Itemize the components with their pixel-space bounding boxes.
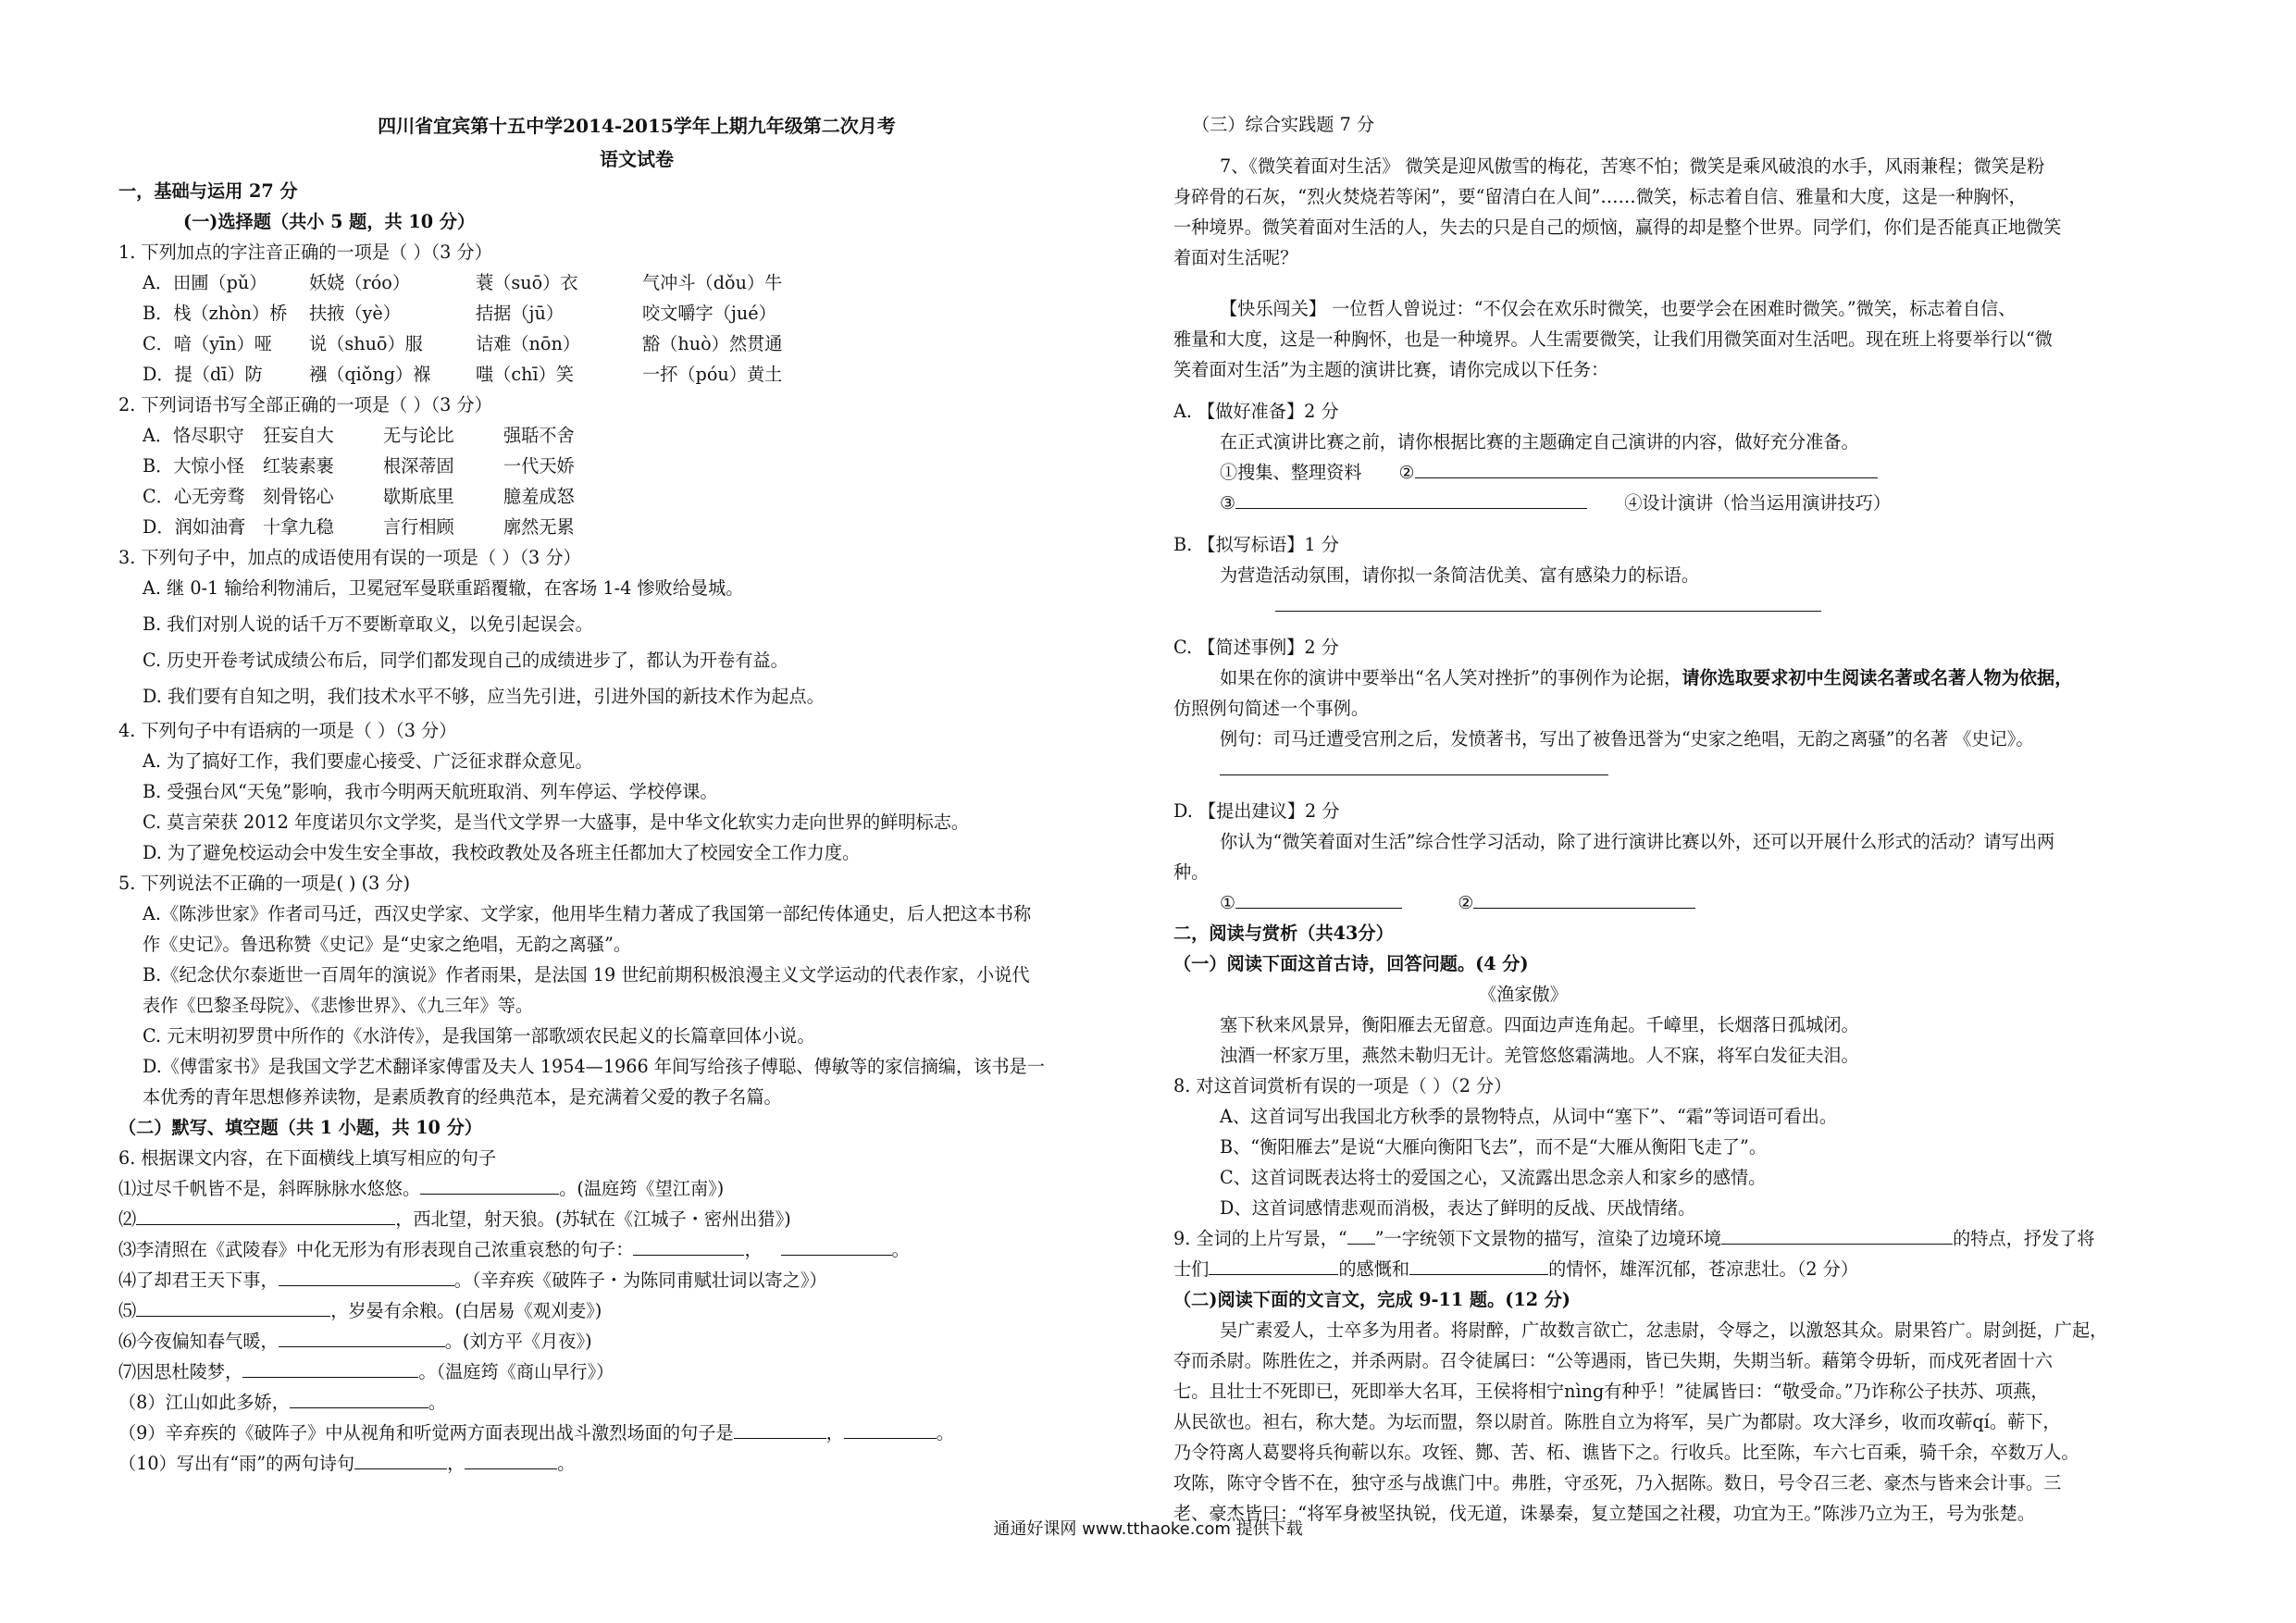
q2-option-row: B．大惊小怪 红装素裹 根深蒂固 一代天娇 bbox=[143, 455, 575, 477]
q6-item-9: （9）辛弃疾的《破阵子》中从视角和听觉两方面表现出战斗激烈场面的句子是 ， 。 bbox=[118, 1418, 1148, 1448]
exam-subtitle: 语文试卷 bbox=[600, 148, 674, 170]
q4-option: B. 受强台风“天兔”影响，我市今明两天航班取消、列车停运、学校停课。 bbox=[143, 781, 718, 802]
q5-line: C. 元末明初罗贯中所作的《水浒传》，是我国第一部歌颂农民起义的长篇章回体小说。 bbox=[143, 1025, 815, 1047]
exam-title: 四川省宜宾第十五中学2014-2015学年上期九年级第二次月考 bbox=[378, 115, 896, 137]
question-9: 9. 全词的上片写景，“ ”一字统领下文景物的描写，渲染了边境环境 的特点，抒发了将 bbox=[1173, 1223, 2203, 1254]
question-6: 6. 根据课文内容，在下面横线上填写相应的句子 bbox=[118, 1147, 497, 1169]
answer-blank[interactable] bbox=[465, 1448, 557, 1469]
classical-text-line: 攻陈，陈守令皆不在，独守丞与战谯门中。弗胜，守丞死，乃入据陈。数日，号令召三老、豪杰与皆来会计事。三 bbox=[1173, 1472, 2062, 1493]
right-column bbox=[1173, 109, 2203, 1529]
q6-item-8: （8）江山如此多娇， 。 bbox=[118, 1387, 1148, 1418]
answer-blank[interactable] bbox=[279, 1265, 454, 1286]
q3-option: C. 历史开卷考试成绩公布后，同学们都发现自己的成绩进步了，都认为开卷有益。 bbox=[143, 650, 788, 671]
task-d-answers: ① ② bbox=[1173, 887, 2203, 918]
q5-line: 本优秀的青年思想修养读物，是素质教育的经典范本，是充满着父爱的教子名篇。 bbox=[143, 1086, 782, 1108]
question-4: 4. 下列句子中有语病的一项是（ ）（3 分） bbox=[118, 720, 457, 741]
answer-blank[interactable] bbox=[242, 1357, 418, 1378]
task-d-text: 种。 bbox=[1173, 861, 1210, 883]
q7-line: 7、《微笑着面对生活》 微笑是迎风傲雪的梅花，苦寒不怕；微笑是乘风破浪的水手，风雨兼程；微笑是粉 bbox=[1220, 155, 2045, 177]
q6-item-5: ⑸ ，岁晏有余粮。(白居易《观刈麦》) bbox=[118, 1295, 1148, 1326]
reading-2-heading: （二)阅读下面的文言文，完成 9-11 题。(12 分) bbox=[1173, 1289, 1570, 1310]
q5-line: 作《史记》。鲁迅称赞《史记》是“史家之绝唱，无韵之离骚”。 bbox=[143, 934, 632, 955]
question-5: 5. 下列说法不正确的一项是( ) (3 分) bbox=[118, 873, 411, 894]
question-8: 8. 对这首词赏析有误的一项是（ ）（2 分） bbox=[1173, 1075, 1512, 1096]
example-answer-line bbox=[1173, 754, 2203, 785]
subsection-practice-heading: （三）综合实践题 7 分 bbox=[1192, 114, 1375, 135]
answer-blank[interactable] bbox=[781, 1234, 892, 1256]
task-a-text: 在正式演讲比赛之前，请你根据比赛的主题确定自己演讲的内容，做好充分准备。 bbox=[1220, 431, 1859, 452]
slogan-answer-line bbox=[1173, 590, 2203, 621]
task-c-heading: C. 【简述事例】2 分 bbox=[1173, 637, 1339, 658]
q1-option-row: A．田圃（pǔ） 妖娆（róo） 蓑（suō）衣 气冲斗（dǒu）牛 bbox=[143, 272, 783, 293]
section-1-heading: 一，基础与运用 27 分 bbox=[118, 180, 298, 202]
answer-blank[interactable] bbox=[354, 1448, 447, 1469]
q2-option-row: A．恪尽职守 狂妄自大 无与论比 强聒不舍 bbox=[143, 425, 575, 446]
classical-text-line: 夺而杀尉。陈胜佐之，并杀两尉。召令徒属曰：“公等遇雨，皆已失期，失期当斩。藉第令毋斩，而戍死者固十六 bbox=[1173, 1350, 2053, 1371]
task-d-heading: D. 【提出建议】2 分 bbox=[1173, 800, 1340, 822]
question-3: 3. 下列句子中，加点的成语使用有误的一项是（ ）（3 分） bbox=[118, 547, 581, 568]
q6-item-1: ⑴过尽千帆皆不是，斜晖脉脉水悠悠。 。(温庭筠《望江南》) bbox=[118, 1173, 1148, 1204]
section-2-heading: 二，阅读与赏析（共43分） bbox=[1173, 923, 1394, 944]
task-c-text: 仿照例句简述一个事例。 bbox=[1173, 698, 1370, 719]
q2-option-row: C．心无旁骛 刻骨铭心 歇斯底里 臆羞成怒 bbox=[143, 486, 575, 507]
classical-text-line: 七。且壮士不死即已，死即举大名耳，王侯将相宁nìng有种乎！”徒属皆曰：“敬受命。”乃诈称公子扶苏、项燕， bbox=[1173, 1381, 2049, 1402]
answer-blank[interactable] bbox=[734, 1418, 826, 1439]
q6-item-6: ⑹今夜偏知春气暖， 。(刘方平《月夜》) bbox=[118, 1326, 1148, 1357]
q1-option-row: D．提（dī）防 襁（qiǒng）褓 嗤（chī）笑 一抔（póu）黄土 bbox=[143, 364, 783, 385]
subsection-fill-heading: （二）默写、填空题（共 1 小题，共 10 分） bbox=[118, 1117, 482, 1138]
answer-blank[interactable] bbox=[1235, 488, 1587, 509]
q6-item-3: ⑶李清照在《武陵春》中化无形为有形表现自己浓重哀愁的句子： ， 。 bbox=[118, 1234, 1148, 1265]
q4-option: D. 为了避免校运动会中发生安全事故，我校政教处及各班主任都加大了校园安全工作力度。 bbox=[143, 842, 861, 863]
poem-line: 塞下秋来风景异，衡阳雁去无留意。四面边声连角起。千嶂里，长烟落日孤城闭。 bbox=[1220, 1014, 1859, 1035]
q7-line: 一种境界。微笑着面对生活的人，失去的只是自己的烦恼，赢得的却是整个世界。同学们，你们是否能真正地微笑 bbox=[1173, 217, 2062, 238]
answer-blank[interactable] bbox=[1347, 1223, 1375, 1245]
answer-blank[interactable] bbox=[279, 1326, 445, 1347]
poem-line: 浊酒一杯家万里，燕然未勒归无计。羌管悠悠霜满地。人不寐，将军白发征夫泪。 bbox=[1220, 1045, 1859, 1066]
task-c-text: 如果在你的演讲中要举出“名人笑对挫折”的事例作为论据，请你选取要求初中生阅读名著或名著人物为依据， bbox=[1220, 667, 2073, 688]
q3-option: A. 继 0-1 输给利物浦后，卫冕冠军曼联重蹈覆辙，在客场 1-4 惨败给曼城。 bbox=[143, 577, 744, 599]
q7-line: 身碎骨的石灰，“烈火焚烧若等闲”，要“留清白在人间”……微笑，标志着自信、雅量和大度，这是一种胸怀， bbox=[1173, 186, 2027, 207]
answer-blank[interactable] bbox=[290, 1387, 428, 1408]
q3-option: B. 我们对别人说的话千万不要断章取义，以免引起误会。 bbox=[143, 613, 593, 635]
answer-blank[interactable] bbox=[1235, 887, 1402, 909]
page-footer: 通通好课网 www.tthaoke.com 提供下载 bbox=[993, 1519, 1303, 1539]
answer-blank[interactable] bbox=[1409, 1254, 1548, 1275]
answer-blank[interactable] bbox=[1220, 754, 1608, 775]
classical-text-line: 从民欲也。袒右，称大楚。为坛而盟，祭以尉首。陈胜自立为将军，吴广为都尉。攻大泽乡，收而攻蕲qí。蕲下， bbox=[1173, 1411, 2061, 1432]
subsection-choice-heading: (一)选择题（共小 5 题，共 10 分） bbox=[183, 211, 476, 232]
q6-item-7: ⑺因思杜陵梦， 。（温庭筠《商山早行》） bbox=[118, 1357, 1148, 1387]
answer-blank[interactable] bbox=[1721, 1223, 1953, 1245]
answer-blank[interactable] bbox=[136, 1295, 330, 1317]
answer-blank[interactable] bbox=[1415, 457, 1878, 478]
reading-1-heading: （一）阅读下面这首古诗，回答问题。(4 分) bbox=[1173, 953, 1529, 974]
q5-line: D.《傅雷家书》是我国文学艺术翻译家傅雷及夫人 1954—1966 年间写给孩子傅聪、傅敏等的家信摘编，该书是一 bbox=[143, 1056, 1045, 1077]
task-a-heading: A. 【做好准备】2 分 bbox=[1173, 401, 1339, 422]
answer-blank[interactable] bbox=[136, 1204, 395, 1225]
task-a-steps-row: ①搜集、整理资料 ② bbox=[1173, 457, 2203, 488]
q6-item-2: ⑵ ，西北望，射天狼。(苏轼在《江城子・密州出猎》) bbox=[118, 1204, 1148, 1234]
answer-blank[interactable] bbox=[1473, 887, 1695, 909]
task-c-example: 例句：司马迁遭受宫刑之后，发愤著书，写出了被鲁迅誉为“史家之绝唱，无韵之离骚”的名著 《史记》。 bbox=[1220, 728, 2034, 750]
q8-option: A、这首词写出我国北方秋季的景物特点，从词中“塞下”、“霜”等词语可看出。 bbox=[1220, 1106, 1838, 1127]
happy-challenge-line: 雅量和大度，这是一种胸怀，也是一种境界。人生需要微笑，让我们用微笑面对生活吧。现在班上将要举行以“微 bbox=[1173, 328, 2053, 350]
answer-blank[interactable] bbox=[633, 1234, 744, 1256]
q5-line: 表作《巴黎圣母院》、《悲惨世界》、《九三年》等。 bbox=[143, 995, 534, 1016]
answer-blank[interactable] bbox=[420, 1173, 559, 1195]
classical-text-line: 乃令符离人葛婴将兵徇蕲以东。攻铚、酂、苦、柘、谯皆下之。行收兵。比至陈，车六七百乘，骑千余，卒数万人。 bbox=[1173, 1442, 2079, 1463]
q6-item-4: ⑷了却君王天下事， 。（辛弃疾《破阵子・为陈同甫赋壮词以寄之》） bbox=[118, 1265, 1148, 1295]
happy-challenge-line: 笑着面对生活”为主题的演讲比赛，请你完成以下任务： bbox=[1173, 359, 1609, 380]
question-2: 2. 下列词语书写全部正确的一项是（ ）（3 分） bbox=[118, 394, 492, 415]
q5-line: A.《陈涉世家》作者司马迁，西汉史学家、文学家，他用毕生精力著成了我国第一部纪传体通史，后人把这本书称 bbox=[143, 903, 1032, 924]
q4-option: C. 莫言荣获 2012 年度诺贝尔文学奖，是当代文学界一大盛事，是中华文化软实力走向世界的鲜明标志。 bbox=[143, 812, 970, 833]
task-d-text: 你认为“微笑着面对生活”综合性学习活动，除了进行演讲比赛以外，还可以开展什么形式的活动？请写出两 bbox=[1220, 831, 2055, 852]
q8-option: C、这首词既表达将士的爱国之心，又流露出思念亲人和家乡的感情。 bbox=[1220, 1167, 1767, 1188]
q1-option-row: B．栈（zhòn）桥 扶掖（yè） 拮据（jū） 咬文嚼字（jué） bbox=[143, 303, 776, 324]
task-b-text: 为营造活动氛围，请你拟一条简洁优美、富有感染力的标语。 bbox=[1220, 564, 1700, 586]
task-b-heading: B. 【拟写标语】1 分 bbox=[1173, 534, 1339, 555]
q5-line: B.《纪念伏尔泰逝世一百周年的演说》作者雨果，是法国 19 世纪前期积极浪漫主义文学运动的代表作家，小说代 bbox=[143, 964, 1030, 985]
q6-item-10: （10）写出有“雨”的两句诗句 ， 。 bbox=[118, 1448, 1148, 1479]
q7-line: 着面对生活呢？ bbox=[1173, 247, 1298, 268]
q4-option: A. 为了搞好工作，我们要虚心接受、广泛征求群众意见。 bbox=[143, 750, 593, 772]
poem-title: 《渔家傲》 bbox=[1479, 984, 1568, 1005]
answer-blank[interactable] bbox=[1275, 590, 1821, 612]
question-9-cont: 士们 的感慨和 的情怀，雄浑沉郁，苍凉悲壮。（2 分） bbox=[1173, 1254, 2203, 1284]
classical-text-line: 吴广素爱人，士卒多为用者。将尉醉，广故数言欲亡，忿恚尉，令辱之，以激怒其众。尉果笞广。尉剑挺，广起， bbox=[1220, 1319, 2108, 1341]
q2-option-row: D．润如油膏 十拿九稳 言行相顾 廓然无累 bbox=[143, 516, 575, 538]
classical-text-line: 老、豪杰皆曰：“将军身被坚执锐，伐无道，诛暴秦，复立楚国之社稷，功宜为王。”陈涉乃立为王，号为张楚。 bbox=[1173, 1503, 2036, 1524]
happy-challenge-line: 【快乐闯关】 一位哲人曾说过：“不仅会在欢乐时微笑，也要学会在困难时微笑。”微笑，标志着自信、 bbox=[1220, 298, 2017, 319]
q8-option: D、这首词感情悲观而消极，表达了鲜明的反战、厌战情绪。 bbox=[1220, 1197, 1696, 1219]
task-a-steps-row: ③ ④设计演讲（恰当运用演讲技巧） bbox=[1173, 488, 2203, 518]
q3-option: D. 我们要有自知之明，我们技术水平不够，应当先引进，引进外国的新技术作为起点。 bbox=[143, 686, 825, 707]
question-1: 1. 下列加点的字注音正确的一项是（ ）（3 分） bbox=[118, 242, 492, 263]
q8-option: B、“衡阳雁去”是说“大雁向衡阳飞去”，而不是“大雁从衡阳飞走了”。 bbox=[1220, 1136, 1768, 1158]
left-column bbox=[118, 109, 1148, 1479]
q1-option-row: C．喑（yīn）哑 说（shuō）服 诘难（nōn） 豁（huò）然贯通 bbox=[143, 333, 783, 354]
answer-blank[interactable] bbox=[844, 1418, 937, 1439]
answer-blank[interactable] bbox=[1209, 1254, 1338, 1275]
